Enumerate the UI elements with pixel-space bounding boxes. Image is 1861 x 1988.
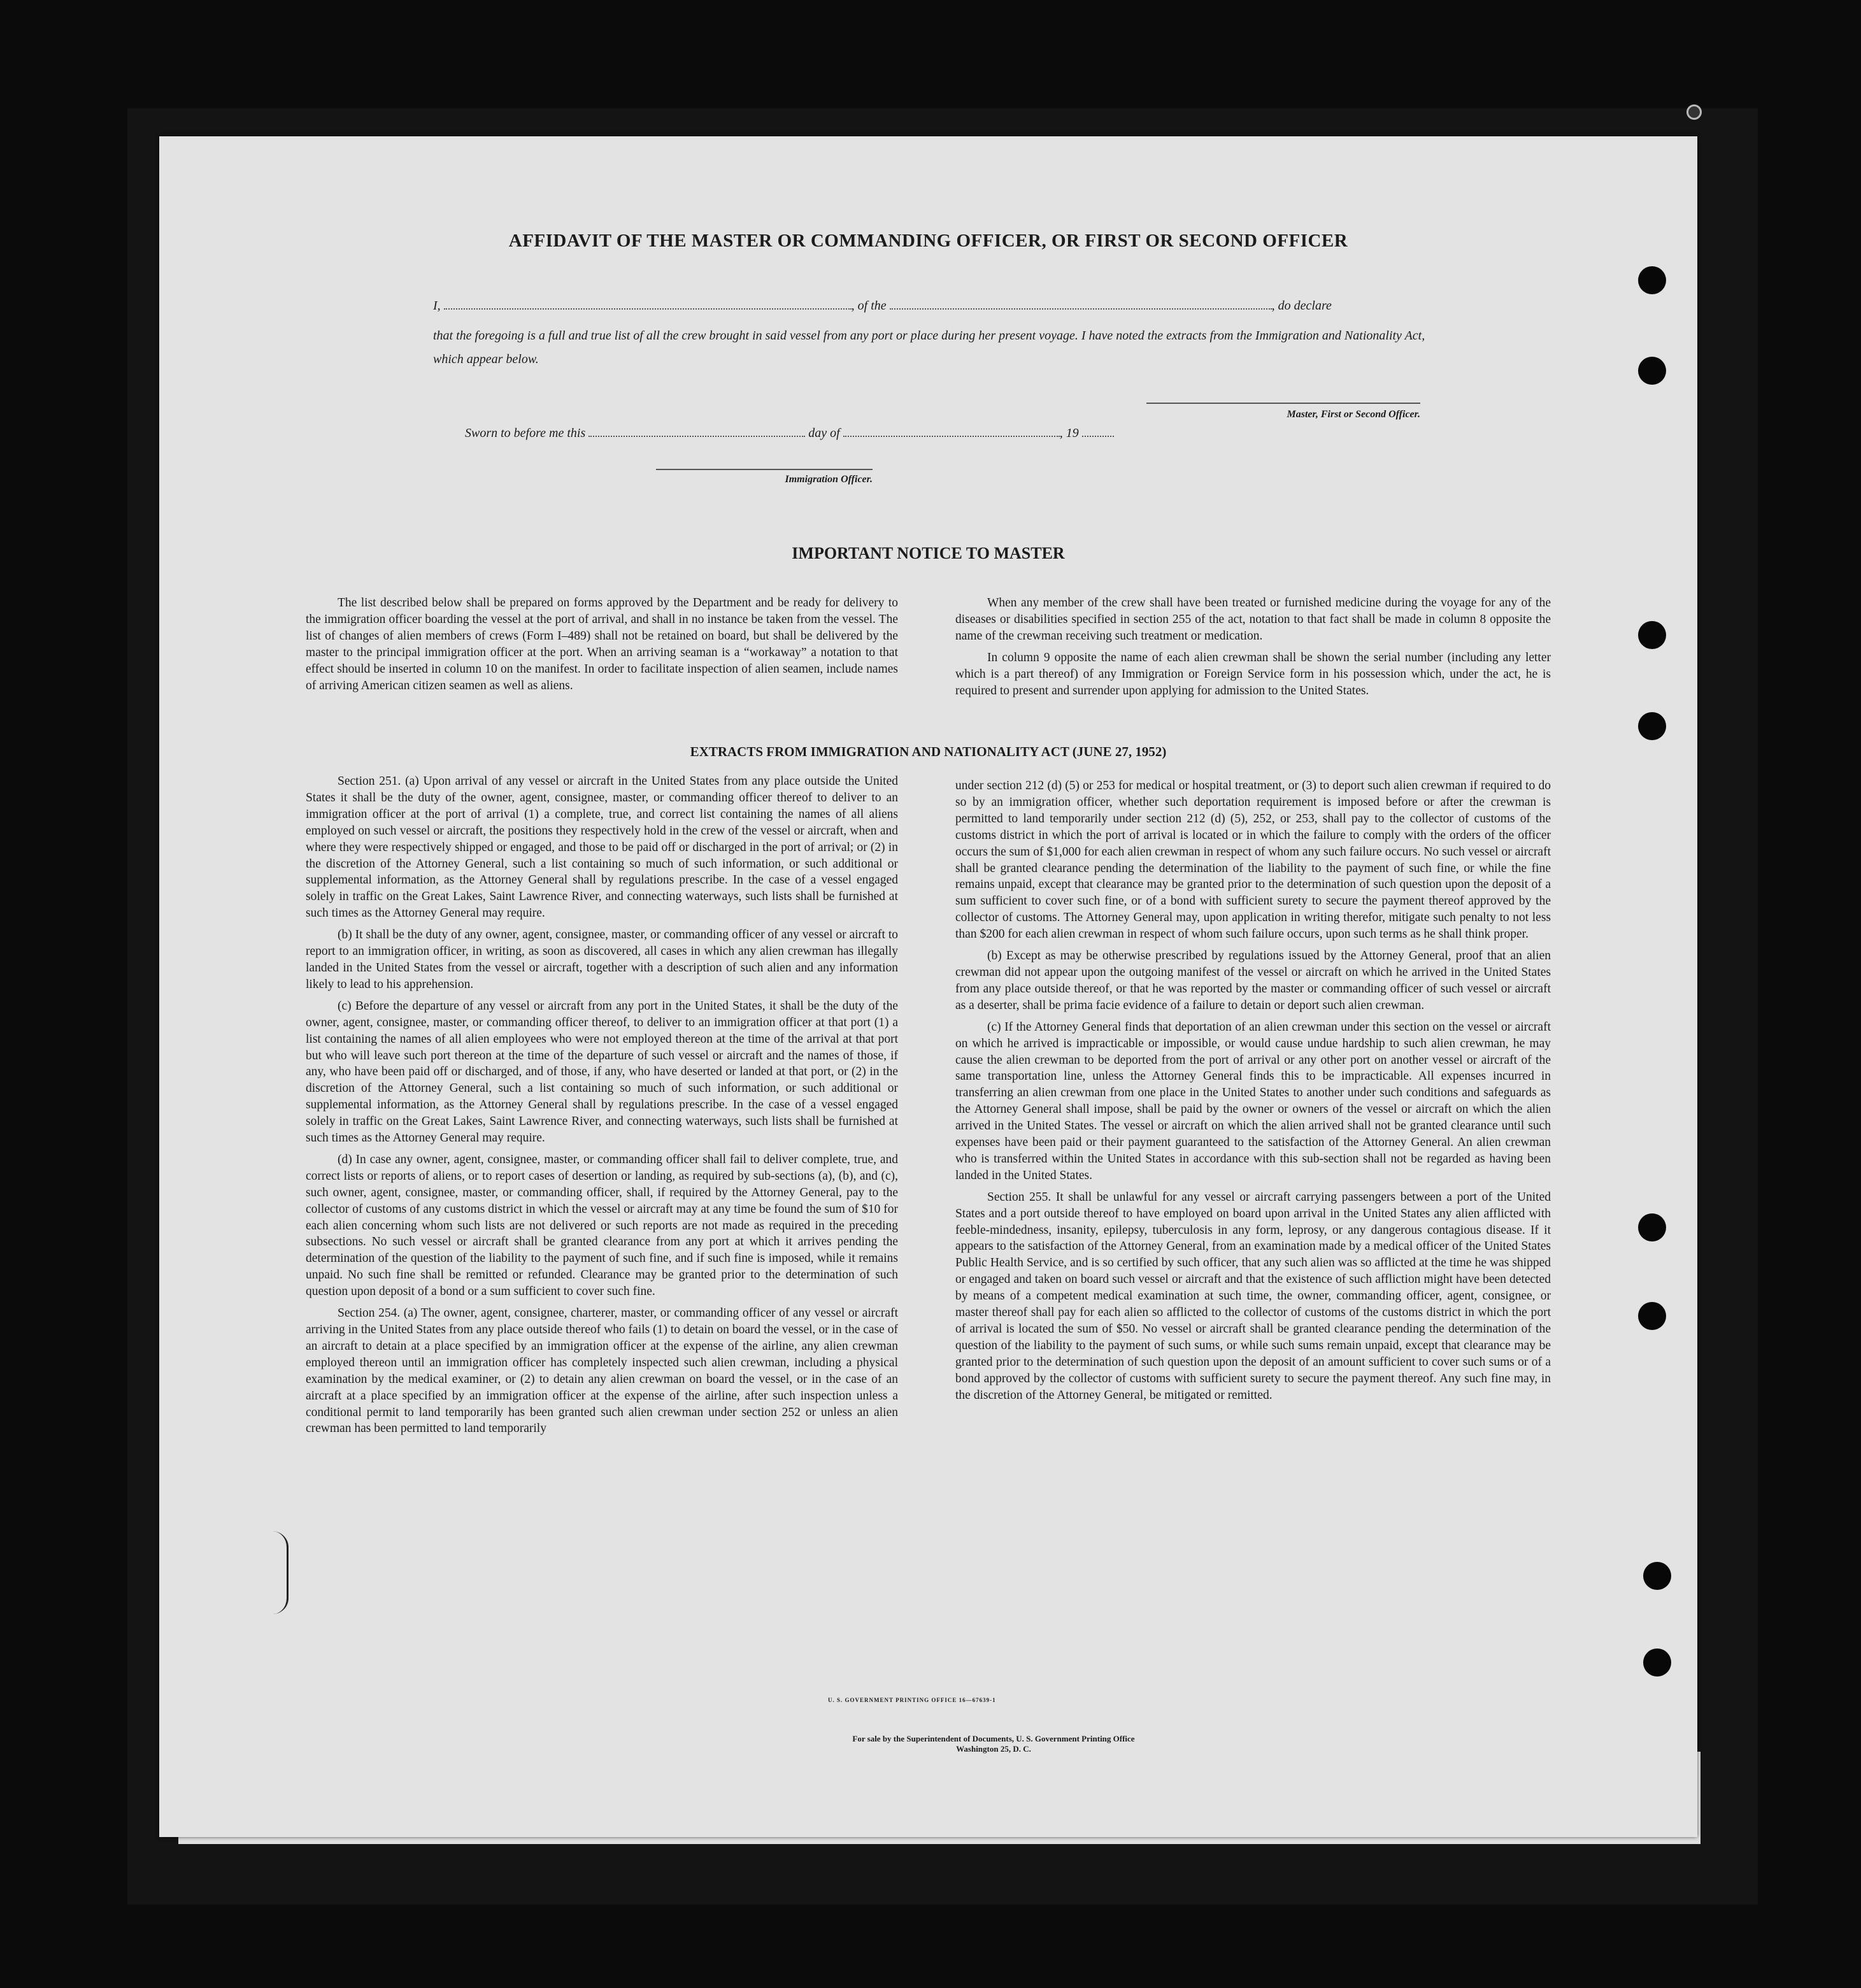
notice-title: IMPORTANT NOTICE TO MASTER <box>792 544 1065 562</box>
vessel-name-field[interactable] <box>890 298 1272 310</box>
extract-paragraph: (c) Before the departure of any vessel or aircraft from any port in the United States, it shall be the duty of the owner, agent, consignee, master, or commanding officer thereof, to deliver to an immigration officer at that port (1) a list containing the names of all alien employees who were not employed thereon at the time of the arrival at that port but who will leave such port thereon at the time of the departure of such vessel or aircraft and the names of those, if any, who have been paid off or discharged, and of those, if any, who have deserted or landed at that port, or (2) in the discretion of the Attorney General, such a list containing so much of such information, or such additional or supplemental information, as the Attorney General shall by regulations prescribe. In the case of a vessel engaged solely in traffic on the Great Lakes, Saint Lawrence River, and connecting waterways, such lists shall be furnished at such times as the Attorney General may require. <box>306 999 898 1145</box>
master-signature-field[interactable] <box>1146 403 1420 404</box>
sworn-label: Sworn to before me this <box>465 426 586 440</box>
binder-hole-icon <box>1638 712 1666 740</box>
extract-paragraph: under section 212 (d) (5) or 253 for medical or hospital treatment, or (3) to deport such alien crewman if required to do so by an immigration officer, whether such deportation requirement is imposed before or after the crewman is permitted to land temporarily under section 212 (d) (5), 252, or 253, shall pay to the collector of customs of the customs district in which the port of arrival is located or in which the failure to comply with the orders of the officer occurs the sum of $1,000 for each alien crewman in respect of whom any such failure occurs. No such vessel or aircraft shall be granted clearance pending the determination of the liability to the payment of such fine, or while the fine remains unpaid, except that clearance may be granted prior to the determination of such question upon the deposit of a sum sufficient to cover such fine, or of a bond with sufficient surety to secure the payment thereof approved by the collector of customs. The Attorney General may, upon application in writing therefor, mitigate such penalty to not less than $200 for each alien crewman in respect of whom such failure occurs, upon such terms as he shall think proper. <box>955 779 1551 941</box>
of-the-label: , of the <box>851 299 887 313</box>
form-page <box>159 136 1697 1837</box>
sale-line-2: Washington 25, D. C. <box>956 1744 1031 1754</box>
binder-hole-icon <box>1643 1648 1671 1677</box>
binder-hole-icon <box>1638 357 1666 385</box>
declaration-line <box>433 298 1420 313</box>
binder-hole-icon <box>1638 1213 1666 1241</box>
sworn-line <box>465 425 1114 441</box>
immigration-officer-signature-field[interactable] <box>656 469 873 470</box>
sworn-day-field[interactable] <box>588 425 805 437</box>
year-label: , 19 <box>1059 426 1079 440</box>
notice-right-column <box>955 595 1551 704</box>
extracts-title: EXTRACTS FROM IMMIGRATION AND NATIONALITY ACT (JUNE 27, 1952) <box>690 744 1167 759</box>
extract-paragraph: Section 254. (a) The owner, agent, consignee, charterer, master, or commanding officer of any vessel or aircraft arriving in the United States from any place outside thereof who fails (1) to detain on board the vessel, or in the case of an aircraft to detain at a place specified by an immigration officer at the expense of the airline, any alien crewman employed thereon until an immigration officer has completely inspected such alien crewman, including a physical examination by the medical examiner, or (2) to detain any alien crewman on board the vessel, or in the case of an aircraft at a place specified by an immigration officer at the expense of the airline, after such inspection unless a conditional permit to land temporarily has been granted such alien crewman under section 252 or unless an alien crewman has been permitted to land temporarily <box>306 1306 898 1436</box>
extract-paragraph: Section 255. It shall be unlawful for any vessel or aircraft carrying passengers between a port of the United States and a port outside thereof to have employed on board upon arrival in the United States any alien afflicted with feeble-mindedness, insanity, epilepsy, tuberculosis in any form, leprosy, or any dangerous contagious disease. If it appears to the satisfaction of the Attorney General, from an examination made by a medical officer of the United States Public Health Service, and is so certified by such officer, that any such alien was so afflicted at the time he was shipped or engaged and taken on board such vessel or aircraft and that the existence of such affliction might have been detected by means of a competent medical examination at such time, the owner, commanding officer, agent, consignee, or master thereof shall pay for each alien so afflicted to the collector of customs of the customs district in which the port of arrival is located the sum of $50. No vessel or aircraft shall be granted clearance pending the determination of the question of the liability to the payment of such sums, or while such sums remain unpaid, except that clearance may be granted prior to the determination of such question upon the deposit of an amount sufficient to cover such sums or of a bond approved by the collector of customs with sufficient surety to secure the payment thereof. Any such fine may, in the discretion of the Attorney General, be mitigated or remitted. <box>955 1190 1551 1402</box>
affidavit-title: AFFIDAVIT OF THE MASTER OR COMMANDING OFFICER, OR FIRST OR SECOND OFFICER <box>508 231 1348 251</box>
sale-notice <box>707 1734 1280 1754</box>
sale-line-1: For sale by the Superintendent of Documents, U. S. Government Printing Office <box>852 1734 1135 1743</box>
corner-reflection-icon <box>1686 104 1702 120</box>
extracts-left-column <box>306 773 898 1442</box>
immigration-officer-label: Immigration Officer. <box>785 474 873 485</box>
handwritten-bracket-mark <box>273 1531 289 1614</box>
extract-paragraph: (b) It shall be the duty of any owner, agent, consignee, master, or commanding officer of any vessel or aircraft to report to an immigration officer, in writing, as soon as discovered, all cases in which any alien crewman has illegally landed in the United States from the vessel or aircraft, together with a description of such alien and any information likely to lead to his apprehension. <box>306 928 898 991</box>
i-label: I, <box>433 299 441 313</box>
do-declare-label: , do declare <box>1271 299 1332 313</box>
notice-paragraph: When any member of the crew shall have been treated or furnished medicine during the voyage for any of the diseases or disabilities specified in section 255 of the act, notation to that fact shall be made in column 8 opposite the name of the crewman receiving such treatment or medication. <box>955 596 1551 643</box>
master-signature-label: Master, First or Second Officer. <box>1287 409 1420 420</box>
binder-hole-icon <box>1638 621 1666 649</box>
declaration-text: that the foregoing is a full and true list of all the crew brought in said vessel from any port or place during her present voyage. I have noted the extracts from the Immigration and Nationality Act, which appear below. <box>433 329 1425 366</box>
binder-hole-icon <box>1643 1562 1671 1590</box>
extract-paragraph: Section 251. (a) Upon arrival of any vessel or aircraft in the United States from any place outside the United States it shall be the duty of the owner, agent, consignee, master, or commanding officer thereof to deliver to an immigration officer at the port of arrival (1) a complete, true, and correct list containing the names of all aliens employed on such vessel or aircraft, the positions they respectively hold in the crew of the vessel or aircraft, when and where they were respectively shipped or engaged, and those to be paid off or discharged in the port of arrival; or (2) in the discretion of the Attorney General, such a list containing so much of such information, or such additional or supplemental information, as the Attorney General shall by regulations prescribe. In the case of a vessel engaged solely in traffic on the Great Lakes, Saint Lawrence River, and connecting waterways, such lists shall be furnished at such times as the Attorney General may require. <box>306 775 898 920</box>
officer-name-field[interactable] <box>444 298 852 310</box>
notice-left-column <box>306 595 898 699</box>
binder-hole-icon <box>1638 266 1666 294</box>
notice-paragraph: The list described below shall be prepared on forms approved by the Department and be ready for delivery to the immigration officer boarding the vessel at the port of arrival, and shall in no instance be taken from the vessel. The list of changes of alien members of crews (Form I–489) shall not be retained on board, but shall be delivered by the master to the principal immigration officer at the port. When an arriving seaman is a “workaway” a notation to that effect should be inserted in column 10 on the manifest. In order to facilitate inspection of alien seamen, include names of arriving American citizen seamen as well as aliens. <box>306 596 898 692</box>
extract-paragraph: (d) In case any owner, agent, consignee, master, or commanding officer shall fail to deliver complete, true, and correct lists or reports of aliens, or to report cases of desertion or landing, as required by sub-sections (a), (b), and (c), such owner, agent, consignee, master, or commanding officer, shall, if required by the Attorney General, pay to the collector of customs of any customs district in which the vessel or aircraft may at any time be found the sum of $10 for each alien concerning whom such lists are not delivered or such reports are not made as required in the preceding subsections. No such vessel or aircraft shall be granted clearance from any port at which it arrives pending the determination of the question of the liability to the payment of such fine, and if such fine is imposed, while it remains unpaid. No such fine shall be remitted or refunded. Clearance may be granted prior to the determination of such question upon deposit of a bond or a sum sufficient to cover such fine. <box>306 1152 898 1299</box>
extract-paragraph: (c) If the Attorney General finds that deportation of an alien crewman under this section on the vessel or aircraft on which he arrived is impracticable or impossible, or would cause undue hardship to such alien crewman, he may cause the alien crewman to be deported from the port of arrival or any other port on another vessel or aircraft of the same transportation line, unless the Attorney General finds this to be impracticable. All expenses incurred in transferring an alien crewman from one place in the United States to another under such conditions and safeguards as the Attorney General shall impose, shall be paid by the owner or owners of the vessel or aircraft on which the alien arrived in the United States. The vessel or aircraft on which the alien arrived shall not be granted clearance until such expenses have been paid or their payment guaranteed to the satisfaction of the Attorney General. An alien crewman who is transferred within the United States in accordance with this sub-section shall not be regarded as having been landed in the United States. <box>955 1020 1551 1182</box>
sworn-year-field[interactable] <box>1082 425 1114 437</box>
day-of-label: day of <box>808 426 840 440</box>
extracts-right-column <box>955 778 1551 1409</box>
binder-hole-icon <box>1638 1302 1666 1330</box>
extract-paragraph: (b) Except as may be otherwise prescribed by regulations issued by the Attorney General, proof that an alien crewman did not appear upon the outgoing manifest of the vessel or aircraft on which he arrived in the United States from any place outside thereof, or that he was reported by the master or commanding officer of such vessel or aircraft as a deserter, shall be prima facie evidence of a failure to detain or deport such alien crewman. <box>955 949 1551 1012</box>
sworn-month-field[interactable] <box>843 425 1060 437</box>
notice-paragraph: In column 9 opposite the name of each alien crewman shall be shown the serial number (including any letter which is a part thereof) of any Immigration or Foreign Service form in his possession which, under the act, he is required to present and surrender upon applying for admission to the United States. <box>955 650 1551 697</box>
printer-imprint: U. S. GOVERNMENT PRINTING OFFICE 16—67639-1 <box>828 1697 996 1703</box>
